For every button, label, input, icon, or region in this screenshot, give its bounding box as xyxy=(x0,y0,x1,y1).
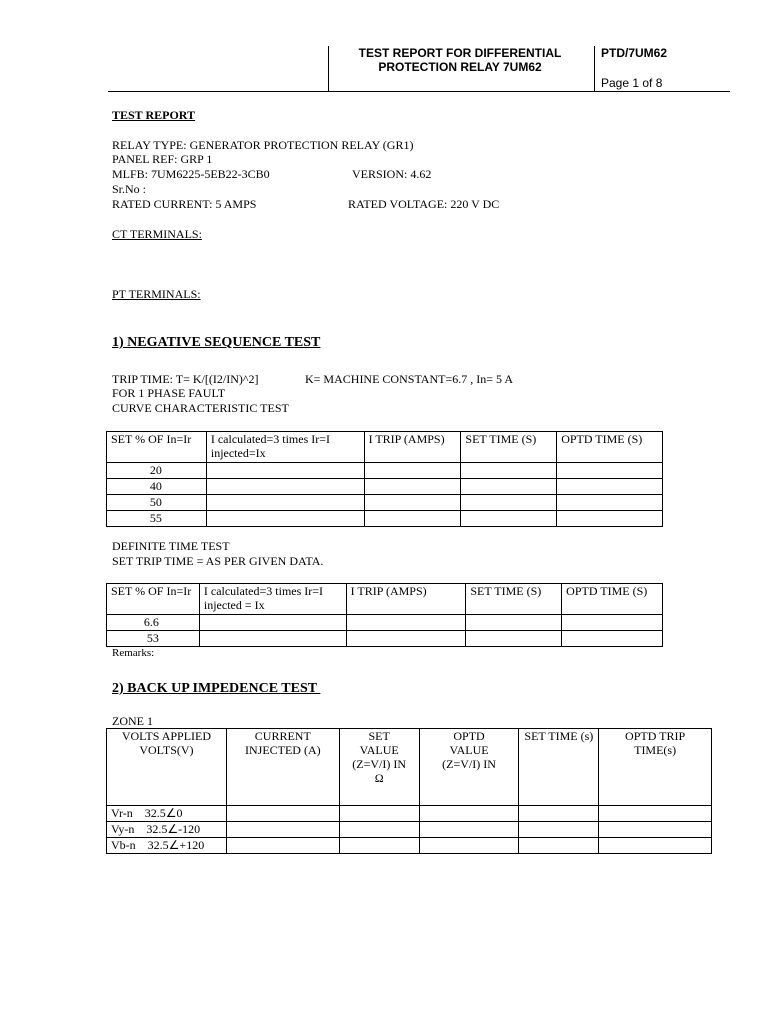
table-row xyxy=(107,806,712,822)
curve-test: CURVE CHARACTERISTIC TEST xyxy=(112,401,289,415)
rated-current: RATED CURRENT: 5 AMPS xyxy=(112,197,257,211)
voltage-cell: Vy-n 32.5∠-120 xyxy=(107,822,227,838)
table-header-cell: VOLTS APPLIED VOLTS(V) xyxy=(107,729,227,806)
pt-terminals: PT TERMINALS: xyxy=(112,287,201,301)
phase-fault: FOR 1 PHASE FAULT xyxy=(112,386,226,400)
table-row xyxy=(107,615,663,631)
table-header-cell: OPTD TIME (S) xyxy=(557,432,663,463)
mlfb: MLFB: 7UM6225-5EB22-3CB0 xyxy=(112,167,270,181)
table-row xyxy=(107,463,663,479)
header-title-line1: TEST REPORT FOR DIFFERENTIAL xyxy=(358,46,562,60)
header-title-line2: PROTECTION RELAY 7UM62 xyxy=(378,60,542,74)
version: VERSION: 4.62 xyxy=(352,167,432,181)
set-percent-cell: 6.6 xyxy=(107,615,200,631)
set-percent-cell: 53 xyxy=(107,631,200,647)
table-row xyxy=(107,631,663,647)
set-percent-cell: 40 xyxy=(107,479,207,495)
definite-time-test: DEFINITE TIME TEST xyxy=(112,539,230,553)
voltage-cell: Vr-n 32.5∠0 xyxy=(107,806,227,822)
report-heading: TEST REPORT xyxy=(112,108,196,122)
page-number: Page 1 of 8 xyxy=(601,76,663,90)
zone-label: ZONE 1 xyxy=(112,714,153,728)
set-percent-cell: 50 xyxy=(107,495,207,511)
table-header-cell: SET VALUE (Z=V/I) IN Ω xyxy=(339,729,419,806)
doc-code: PTD/7UM62 xyxy=(601,46,668,60)
relay-type: RELAY TYPE: GENERATOR PROTECTION RELAY (GR1) xyxy=(112,138,414,152)
table-header-cell: OPTD TIME (S) xyxy=(562,584,663,615)
voltage-cell: Vb-n 32.5∠+120 xyxy=(107,838,227,854)
table-header-cell: I calculated=3 times Ir=I injected=Ix xyxy=(206,432,364,463)
set-trip-time: SET TRIP TIME = AS PER GIVEN DATA. xyxy=(112,554,324,568)
panel-ref: PANEL REF: GRP 1 xyxy=(112,152,213,166)
curve-test-table xyxy=(106,431,663,527)
backup-heading: 2) BACK UP IMPEDENCE TEST xyxy=(112,681,321,696)
table-header-cell: CURRENT INJECTED (A) xyxy=(226,729,339,806)
header-rule xyxy=(108,91,730,92)
definite-time-table xyxy=(106,583,663,647)
machine-constant: K= MACHINE CONSTANT=6.7 , In= 5 A xyxy=(305,372,514,386)
table-header-cell: OPTD TRIP TIME(s) xyxy=(599,729,712,806)
table-header-cell: I TRIP (AMPS) xyxy=(364,432,461,463)
table-row xyxy=(107,822,712,838)
header-divider-left xyxy=(328,46,329,91)
backup-impedance-table xyxy=(106,728,712,854)
serial-no: Sr.No : xyxy=(112,182,147,196)
ct-terminals: CT TERMINALS: xyxy=(112,227,202,241)
table-header-cell: SET TIME (s) xyxy=(519,729,599,806)
table-header-cell: I TRIP (AMPS) xyxy=(346,584,466,615)
table-row xyxy=(107,479,663,495)
table-header-cell: I calculated=3 times Ir=I injected = Ix xyxy=(199,584,346,615)
table-row xyxy=(107,838,712,854)
table-header-cell: SET TIME (S) xyxy=(461,432,557,463)
table-header-cell: SET % OF In=Ir xyxy=(107,584,200,615)
table-header-cell: SET % OF In=Ir xyxy=(107,432,207,463)
set-percent-cell: 55 xyxy=(107,511,207,527)
set-percent-cell: 20 xyxy=(107,463,207,479)
trip-time-formula: TRIP TIME: T= K/[(I2/IN)^2] xyxy=(112,372,259,386)
header-divider-right xyxy=(594,46,595,91)
table-row xyxy=(107,511,663,527)
neg-seq-heading: 1) NEGATIVE SEQUENCE TEST xyxy=(112,335,321,350)
table-header-cell: SET TIME (S) xyxy=(466,584,562,615)
rated-voltage: RATED VOLTAGE: 220 V DC xyxy=(348,197,500,211)
table-row xyxy=(107,495,663,511)
table-header-cell: OPTD VALUE (Z=V/I) IN xyxy=(419,729,519,806)
remarks: Remarks: xyxy=(112,647,155,659)
